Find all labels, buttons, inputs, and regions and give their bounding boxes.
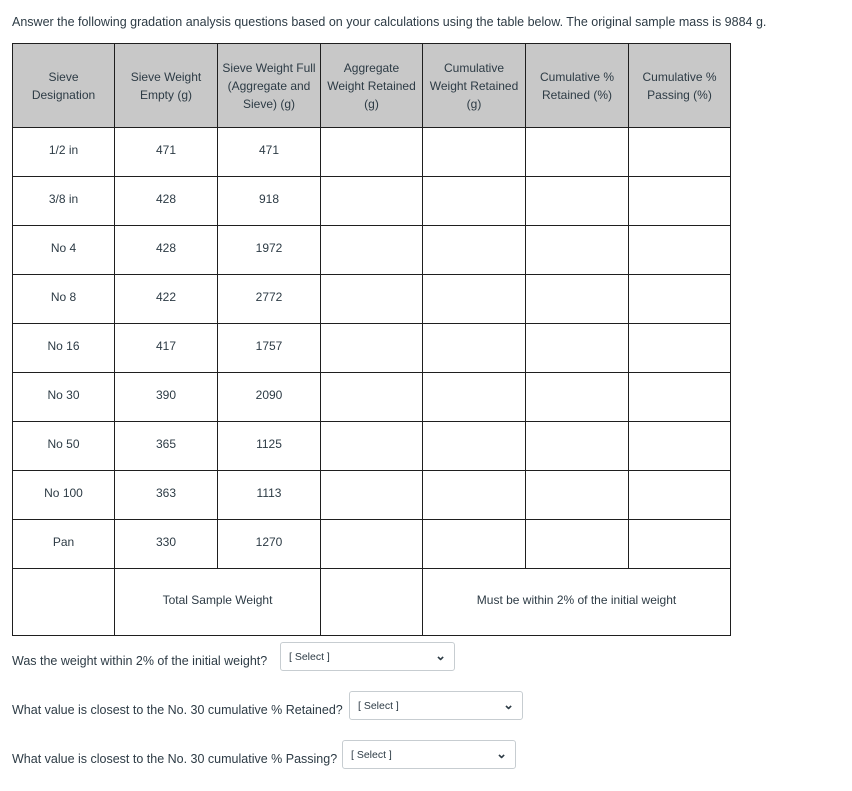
- sieve-empty-weight-cell: 363: [115, 471, 218, 520]
- aggregate-retained-cell: [321, 471, 423, 520]
- chevron-down-icon: ⌄: [496, 746, 507, 761]
- select-no30-cumulative-passing[interactable]: [342, 740, 516, 769]
- cumulative-percent-passing-cell: [629, 373, 731, 422]
- cumulative-percent-passing-cell: [629, 324, 731, 373]
- chevron-down-icon: ⌄: [503, 697, 514, 712]
- select-placeholder: [ Select ]: [289, 651, 330, 663]
- cumulative-retained-cell: [423, 373, 526, 422]
- aggregate-retained-cell: [321, 226, 423, 275]
- sieve-designation-cell: 1/2 in: [13, 128, 115, 177]
- header-aggregate-weight-retained: Aggregate Weight Retained (g): [321, 44, 423, 128]
- cumulative-retained-cell: [423, 471, 526, 520]
- aggregate-retained-cell: [321, 520, 423, 569]
- sieve-full-weight-cell: 1757: [218, 324, 321, 373]
- cumulative-percent-retained-cell: [526, 373, 629, 422]
- cumulative-retained-cell: [423, 275, 526, 324]
- table-row: [13, 471, 731, 520]
- header-cumulative-weight-retained: Cumulative Weight Retained (g): [423, 44, 526, 128]
- cumulative-percent-retained-cell: [526, 422, 629, 471]
- cumulative-retained-cell: [423, 324, 526, 373]
- cumulative-percent-passing-cell: [629, 128, 731, 177]
- sieve-full-weight-cell: 1125: [218, 422, 321, 471]
- sieve-empty-weight-cell: 390: [115, 373, 218, 422]
- sieve-empty-weight-cell: 428: [115, 177, 218, 226]
- question-no30-cumulative-retained: What value is closest to the No. 30 cumulative % Retained?: [12, 703, 343, 717]
- sieve-designation-cell: No 4: [13, 226, 115, 275]
- cumulative-retained-cell: [423, 177, 526, 226]
- question-weight-within-2-percent: Was the weight within 2% of the initial weight?: [12, 654, 268, 668]
- cumulative-percent-passing-cell: [629, 471, 731, 520]
- header-cumulative-percent-retained: Cumulative % Retained (%): [526, 44, 629, 128]
- total-sample-weight-cell: [321, 569, 423, 636]
- cumulative-retained-cell: [423, 520, 526, 569]
- sieve-empty-weight-cell: 428: [115, 226, 218, 275]
- aggregate-retained-cell: [321, 128, 423, 177]
- sieve-designation-cell: No 8: [13, 275, 115, 324]
- sieve-designation-cell: No 100: [13, 471, 115, 520]
- instructions-text: Answer the following gradation analysis questions based on your calculations using the table below. The original sample mass is 9884 g.: [12, 15, 767, 29]
- cumulative-percent-retained-cell: [526, 275, 629, 324]
- table-row: [13, 324, 731, 373]
- header-cumulative-percent-passing: Cumulative % Passing (%): [629, 44, 731, 128]
- sieve-empty-weight-cell: 365: [115, 422, 218, 471]
- header-sieve-weight-empty: Sieve Weight Empty (g): [115, 44, 218, 128]
- table-row: [13, 128, 731, 177]
- total-row: [13, 569, 731, 636]
- sieve-full-weight-cell: 918: [218, 177, 321, 226]
- table-row: [13, 275, 731, 324]
- sieve-empty-weight-cell: 330: [115, 520, 218, 569]
- table-row: [13, 422, 731, 471]
- sieve-full-weight-cell: 471: [218, 128, 321, 177]
- header-sieve-designation: Sieve Designation: [13, 44, 115, 128]
- cumulative-percent-passing-cell: [629, 520, 731, 569]
- total-sample-weight-label: Total Sample Weight: [115, 569, 321, 636]
- cumulative-percent-retained-cell: [526, 324, 629, 373]
- sieve-full-weight-cell: 2772: [218, 275, 321, 324]
- sieve-full-weight-cell: 1972: [218, 226, 321, 275]
- sieve-empty-weight-cell: 471: [115, 128, 218, 177]
- header-sieve-weight-full: Sieve Weight Full (Aggregate and Sieve) (g): [218, 44, 321, 128]
- cumulative-percent-passing-cell: [629, 275, 731, 324]
- table-row: [13, 226, 731, 275]
- sieve-designation-cell: No 16: [13, 324, 115, 373]
- select-placeholder: [ Select ]: [351, 749, 392, 761]
- cumulative-retained-cell: [423, 226, 526, 275]
- select-no30-cumulative-retained[interactable]: [349, 691, 523, 720]
- sieve-full-weight-cell: 1270: [218, 520, 321, 569]
- aggregate-retained-cell: [321, 422, 423, 471]
- aggregate-retained-cell: [321, 177, 423, 226]
- sieve-designation-cell: Pan: [13, 520, 115, 569]
- aggregate-retained-cell: [321, 275, 423, 324]
- sieve-full-weight-cell: 1113: [218, 471, 321, 520]
- cumulative-percent-retained-cell: [526, 226, 629, 275]
- sieve-full-weight-cell: 2090: [218, 373, 321, 422]
- total-weight-note: Must be within 2% of the initial weight: [423, 569, 731, 636]
- select-placeholder: [ Select ]: [358, 700, 399, 712]
- aggregate-retained-cell: [321, 324, 423, 373]
- cumulative-percent-retained-cell: [526, 128, 629, 177]
- sieve-designation-cell: No 30: [13, 373, 115, 422]
- cumulative-retained-cell: [423, 422, 526, 471]
- cumulative-percent-retained-cell: [526, 520, 629, 569]
- cumulative-retained-cell: [423, 128, 526, 177]
- sieve-empty-weight-cell: 417: [115, 324, 218, 373]
- chevron-down-icon: ⌄: [435, 648, 446, 663]
- question-no30-cumulative-passing: What value is closest to the No. 30 cumulative % Passing?: [12, 752, 338, 766]
- header-row: [13, 44, 731, 128]
- cumulative-percent-passing-cell: [629, 422, 731, 471]
- total-blank-cell: [13, 569, 115, 636]
- table-row: [13, 177, 731, 226]
- select-weight-within-2-percent[interactable]: [280, 642, 455, 671]
- sieve-empty-weight-cell: 422: [115, 275, 218, 324]
- sieve-designation-cell: 3/8 in: [13, 177, 115, 226]
- cumulative-percent-retained-cell: [526, 471, 629, 520]
- sieve-designation-cell: No 50: [13, 422, 115, 471]
- gradation-table: [12, 43, 731, 636]
- table-row: [13, 373, 731, 422]
- aggregate-retained-cell: [321, 373, 423, 422]
- table-row: [13, 520, 731, 569]
- cumulative-percent-passing-cell: [629, 226, 731, 275]
- cumulative-percent-passing-cell: [629, 177, 731, 226]
- cumulative-percent-retained-cell: [526, 177, 629, 226]
